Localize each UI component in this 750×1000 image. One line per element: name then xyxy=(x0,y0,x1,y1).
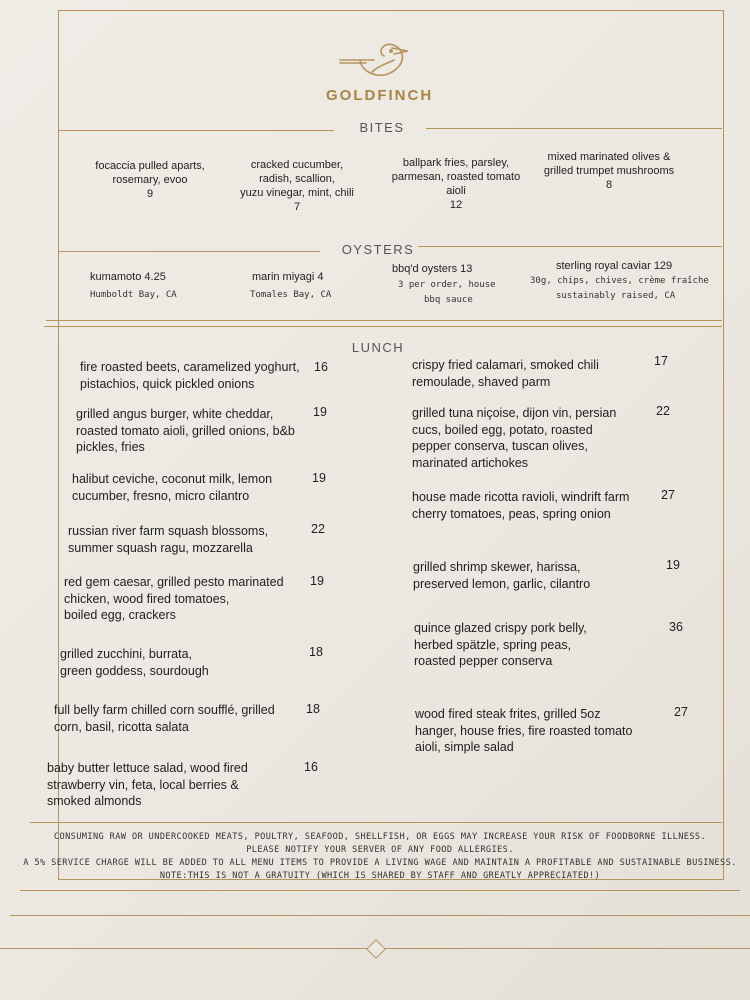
lunch-item-price: 16 xyxy=(304,760,318,774)
lunch-item: grilled tuna niçoise, dijon vin, persian cucs, boiled egg, potato, roasted pepper conserva, tuscan olives, marinated artichokes xyxy=(412,406,617,470)
oyster-name: sterling royal caviar 129 xyxy=(556,260,673,272)
oyster-detail: 30g, chips, chives, crème fraîche xyxy=(530,276,709,286)
bites-heading: BITES xyxy=(359,120,405,135)
lunch-item: house made ricotta ravioli, windrift farm cherry tomatoes, peas, spring onion xyxy=(412,490,630,521)
lunch-item-price: 19 xyxy=(666,558,680,572)
lunch-item-price: 22 xyxy=(656,404,670,418)
lunch-item: wood fired steak frites, grilled 5oz hanger, house fries, fire roasted tomato aioli, simple salad xyxy=(415,707,633,754)
lunch-item-price: 16 xyxy=(314,360,328,374)
oyster-origin: Humboldt Bay, CA xyxy=(90,290,177,300)
lunch-item: baby butter lettuce salad, wood fired strawberry vin, feta, local berries & smoked almonds xyxy=(47,761,248,808)
bites-divider-left xyxy=(58,130,334,131)
food-safety-notice: CONSUMING RAW OR UNDERCOOKED MEATS, POULTRY, SEAFOOD, SHELLFISH, OR EGGS MAY INCREASE YOUR RISK OF FOODBORNE ILLNESS. xyxy=(53,832,707,842)
oysters-divider-left xyxy=(58,251,320,252)
service-charge-notice: A 5% SERVICE CHARGE WILL BE ADDED TO ALL MENU ITEMS TO PROVIDE A LIVING WAGE AND MAINTAIN A PROFITABLE AND SUSTAINABLE BUSINESS. xyxy=(23,858,737,868)
lunch-item-price: 18 xyxy=(306,702,320,716)
bite-item: ballpark fries, parsley, parmesan, roasted tomato aioli 12 xyxy=(391,157,521,211)
lunch-item-price: 18 xyxy=(309,645,323,659)
oyster-detail: sustainably raised, CA xyxy=(556,291,676,301)
oysters-bottom-rule xyxy=(46,320,722,321)
lunch-item-price: 17 xyxy=(654,354,668,368)
lunch-heading: LUNCH xyxy=(351,340,405,355)
lunch-item: fire roasted beets, caramelized yoghurt, pistachios, quick pickled onions xyxy=(80,360,300,391)
oyster-name: kumamoto 4.25 xyxy=(90,271,166,283)
lunch-item-price: 27 xyxy=(674,705,688,719)
goldfinch-bird-icon xyxy=(336,42,414,82)
footer-rule xyxy=(10,915,750,916)
bite-item: cracked cucumber, radish, scallion, yuzu vinegar, mint, chili 7 xyxy=(240,159,354,213)
oysters-divider-right xyxy=(418,246,722,247)
brand-name: GOLDFINCH xyxy=(326,87,434,104)
allergy-notice: PLEASE NOTIFY YOUR SERVER OF ANY FOOD ALLERGIES. xyxy=(246,845,514,855)
footer-top-rule xyxy=(30,822,722,823)
lunch-item: russian river farm squash blossoms, summer squash ragu, mozzarella xyxy=(68,524,269,555)
lunch-top-rule xyxy=(44,326,722,327)
oysters-heading: OYSTERS xyxy=(341,242,415,257)
lunch-item: crispy fried calamari, smoked chili remoulade, shaved parm xyxy=(412,358,599,389)
lunch-item: quince glazed crispy pork belly, herbed spätzle, spring peas, roasted pepper conserva xyxy=(414,621,587,668)
lunch-item-price: 22 xyxy=(311,522,325,536)
gratuity-note: NOTE:THIS IS NOT A GRATUITY (WHICH IS SHARED BY STAFF AND GREATLY APPRECIATED!) xyxy=(159,871,601,881)
oyster-detail: 3 per order, house xyxy=(398,280,496,290)
oyster-origin: Tomales Bay, CA xyxy=(250,290,332,300)
footer-rule xyxy=(20,890,740,891)
diamond-ornament-icon xyxy=(366,939,386,959)
lunch-item: red gem caesar, grilled pesto marinated chicken, wood fired tomatoes, boiled egg, crackers xyxy=(64,575,284,622)
bite-item: focaccia pulled aparts, rosemary, evoo 9 xyxy=(95,160,205,200)
bite-item: mixed marinated olives & grilled trumpet mushrooms 8 xyxy=(543,151,675,191)
lunch-item: full belly farm chilled corn soufflé, grilled corn, basil, ricotta salata xyxy=(54,703,275,734)
lunch-item-price: 36 xyxy=(669,620,683,634)
lunch-item-price: 19 xyxy=(313,405,327,419)
lunch-item: grilled angus burger, white cheddar, roasted tomato aioli, grilled onions, b&b pickles, fries xyxy=(76,407,295,454)
oyster-name: bbq'd oysters 13 xyxy=(392,263,473,275)
lunch-item-price: 19 xyxy=(310,574,324,588)
oyster-detail: bbq sauce xyxy=(424,295,473,305)
oyster-name: marin miyagi 4 xyxy=(252,271,324,283)
lunch-item: halibut ceviche, coconut milk, lemon cucumber, fresno, micro cilantro xyxy=(72,472,273,503)
lunch-item: grilled zucchini, burrata, green goddess, sourdough xyxy=(60,647,209,678)
bites-divider-right xyxy=(426,128,722,129)
lunch-item-price: 27 xyxy=(661,488,675,502)
lunch-item: grilled shrimp skewer, harissa, preserved lemon, garlic, cilantro xyxy=(413,560,591,591)
lunch-item-price: 19 xyxy=(312,471,326,485)
